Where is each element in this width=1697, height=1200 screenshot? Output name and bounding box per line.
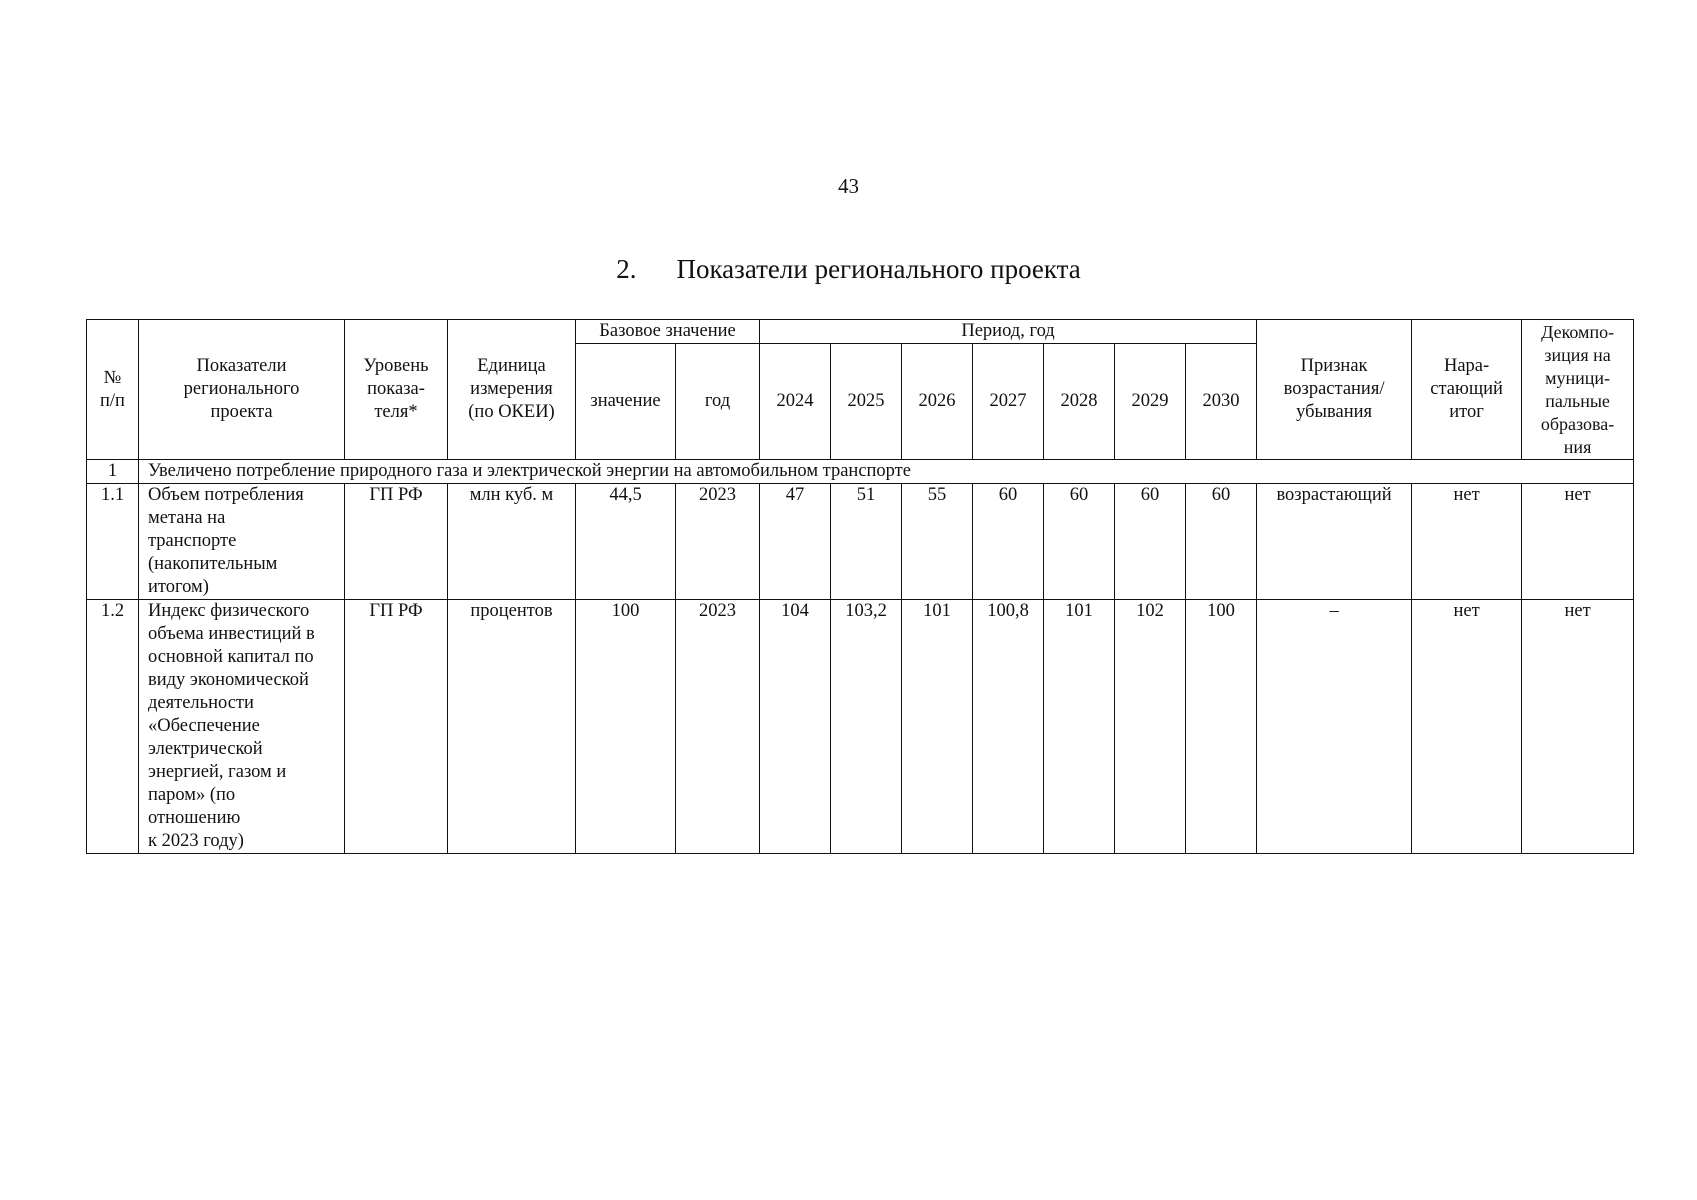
- header-row-1: [87, 320, 1634, 344]
- row-value-2029: 102: [1115, 600, 1186, 854]
- section-title-text: Показатели регионального проекта: [676, 254, 1081, 284]
- row-value-2025: 103,2: [831, 600, 902, 854]
- row-base-year: 2023: [676, 484, 760, 600]
- header-period-group: Период, год: [760, 320, 1257, 344]
- section-row-num: 1: [87, 460, 139, 484]
- row-base-value: 100: [576, 600, 676, 854]
- indicators-table: [86, 319, 1634, 854]
- row-level: ГП РФ: [345, 484, 448, 600]
- row-cumulative: нет: [1412, 484, 1522, 600]
- row-num: 1.1: [87, 484, 139, 600]
- row-value-2027: 60: [973, 484, 1044, 600]
- row-unit: процентов: [448, 600, 576, 854]
- header-base-group: Базовое значение: [576, 320, 760, 344]
- header-base-year: год: [676, 344, 760, 460]
- header-unit: Единица измерения (по ОКЕИ): [448, 320, 576, 460]
- header-cumulative: Нара- стающий итог: [1412, 320, 1522, 460]
- section-number: 2.: [616, 254, 637, 284]
- row-cumulative: нет: [1412, 600, 1522, 854]
- table-row: [87, 600, 1634, 854]
- row-value-2030: 100: [1186, 600, 1257, 854]
- row-num: 1.2: [87, 600, 139, 854]
- header-year-2024: 2024: [760, 344, 831, 460]
- row-value-2026: 101: [902, 600, 973, 854]
- row-base-value: 44,5: [576, 484, 676, 600]
- row-value-2027: 100,8: [973, 600, 1044, 854]
- header-trend: Признак возрастания/ убывания: [1257, 320, 1412, 460]
- row-indicator: Индекс физического объема инвестиций в основной капитал по виду экономической деятельности «Обеспечение электрической энергией, газом и паром» (по отношению к 2023 году): [139, 600, 345, 854]
- header-level: Уровень показа- теля*: [345, 320, 448, 460]
- section-row-text: Увеличено потребление природного газа и электрической энергии на автомобильном транспорте: [139, 460, 1634, 484]
- row-decomposition: нет: [1522, 484, 1634, 600]
- row-value-2028: 101: [1044, 600, 1115, 854]
- header-year-2028: 2028: [1044, 344, 1115, 460]
- row-trend: возрастающий: [1257, 484, 1412, 600]
- row-indicator: Объем потребления метана на транспорте (накопительным итогом): [139, 484, 345, 600]
- row-value-2028: 60: [1044, 484, 1115, 600]
- header-num: № п/п: [87, 320, 139, 460]
- header-year-2030: 2030: [1186, 344, 1257, 460]
- row-unit: млн куб. м: [448, 484, 576, 600]
- row-value-2024: 104: [760, 600, 831, 854]
- section-row: [87, 460, 1634, 484]
- section-title: [0, 254, 1697, 285]
- header-base-value: значение: [576, 344, 676, 460]
- header-decomposition: Декомпо- зиция на муници- пальные образова- ния: [1522, 320, 1634, 460]
- row-value-2024: 47: [760, 484, 831, 600]
- row-base-year: 2023: [676, 600, 760, 854]
- header-year-2027: 2027: [973, 344, 1044, 460]
- page-number: 43: [838, 174, 859, 198]
- row-value-2030: 60: [1186, 484, 1257, 600]
- table-row: [87, 484, 1634, 600]
- row-value-2029: 60: [1115, 484, 1186, 600]
- row-trend: –: [1257, 600, 1412, 854]
- row-decomposition: нет: [1522, 600, 1634, 854]
- row-level: ГП РФ: [345, 600, 448, 854]
- row-value-2026: 55: [902, 484, 973, 600]
- header-indicator: Показатели регионального проекта: [139, 320, 345, 460]
- row-value-2025: 51: [831, 484, 902, 600]
- header-year-2029: 2029: [1115, 344, 1186, 460]
- header-year-2026: 2026: [902, 344, 973, 460]
- header-year-2025: 2025: [831, 344, 902, 460]
